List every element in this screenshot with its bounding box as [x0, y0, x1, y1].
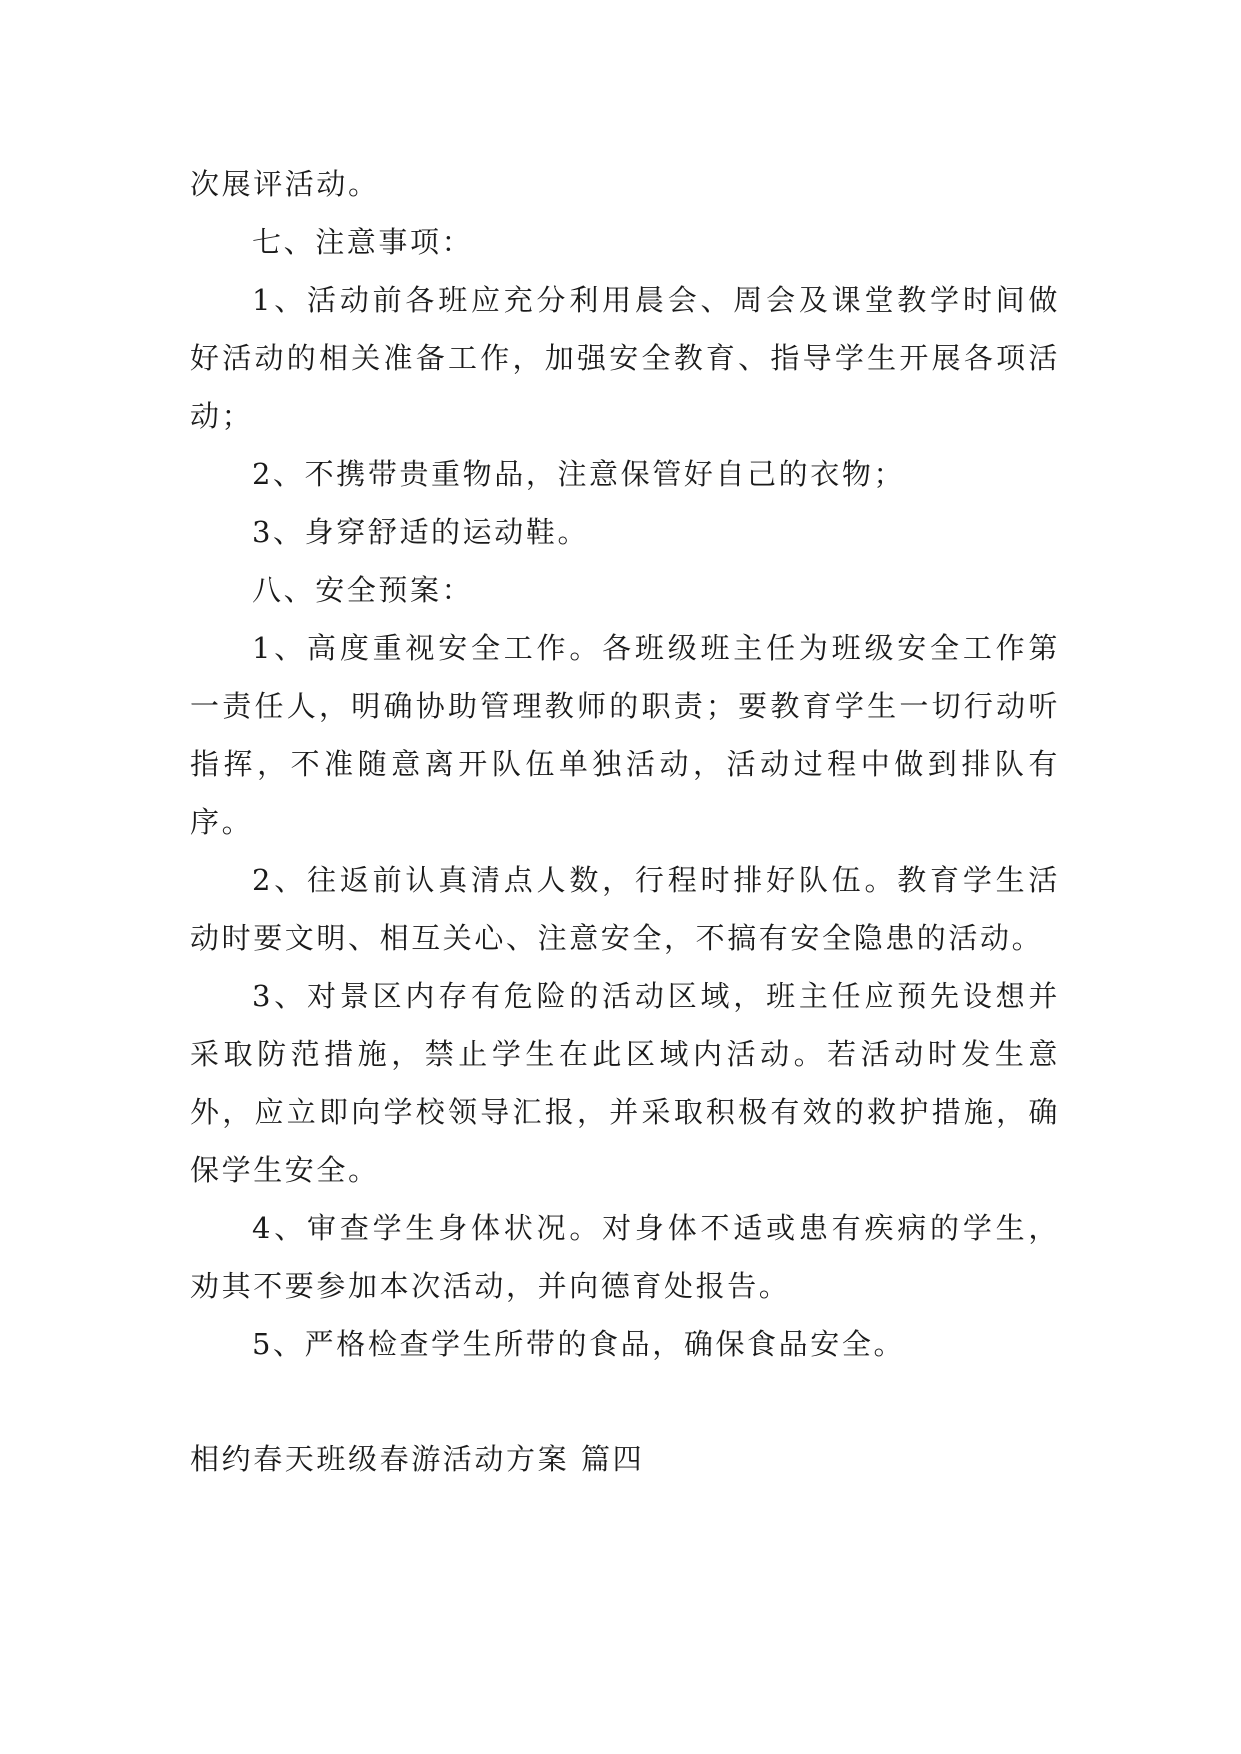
- precaution-item-1: 1、活动前各班应充分利用晨会、周会及课堂教学时间做好活动的相关准备工作，加强安全教育、指导学生开展各项活动；: [190, 283, 1060, 433]
- heading-precautions: 七、注意事项：: [252, 225, 474, 259]
- safety-item-4: 4、审查学生身体状况。对身体不适或患有疾病的学生，劝其不要参加本次活动，并向德育处报告。: [190, 1211, 1060, 1303]
- heading-safety-plan: 八、安全预案：: [252, 573, 474, 607]
- precaution-item-3: 3、身穿舒适的运动鞋。: [252, 515, 590, 549]
- paragraph-continuation: 次展评活动。: [190, 167, 380, 201]
- safety-item-2: 2、往返前认真清点人数，行程时排好队伍。教育学生活动时要文明、相互关心、注意安全，不搞有安全隐患的活动。: [190, 863, 1060, 955]
- safety-item-3: 3、对景区内存有危险的活动区域，班主任应预先设想并采取防范措施，禁止学生在此区域内活动。若活动时发生意外，应立即向学校领导汇报，并采取积极有效的救护措施，确保学生安全。: [190, 979, 1060, 1187]
- safety-item-1: 1、高度重视安全工作。各班级班主任为班级安全工作第一责任人，明确协助管理教师的职责；要教育学生一切行动听指挥，不准随意离开队伍单独活动，活动过程中做到排队有序。: [190, 631, 1060, 839]
- document-body: [190, 155, 1060, 1488]
- next-section-title: 相约春天班级春游活动方案 篇四: [190, 1442, 645, 1476]
- precaution-item-2: 2、不携带贵重物品，注意保管好自己的衣物；: [252, 457, 906, 491]
- safety-item-5: 5、严格检查学生所带的食品，确保食品安全。: [252, 1327, 906, 1361]
